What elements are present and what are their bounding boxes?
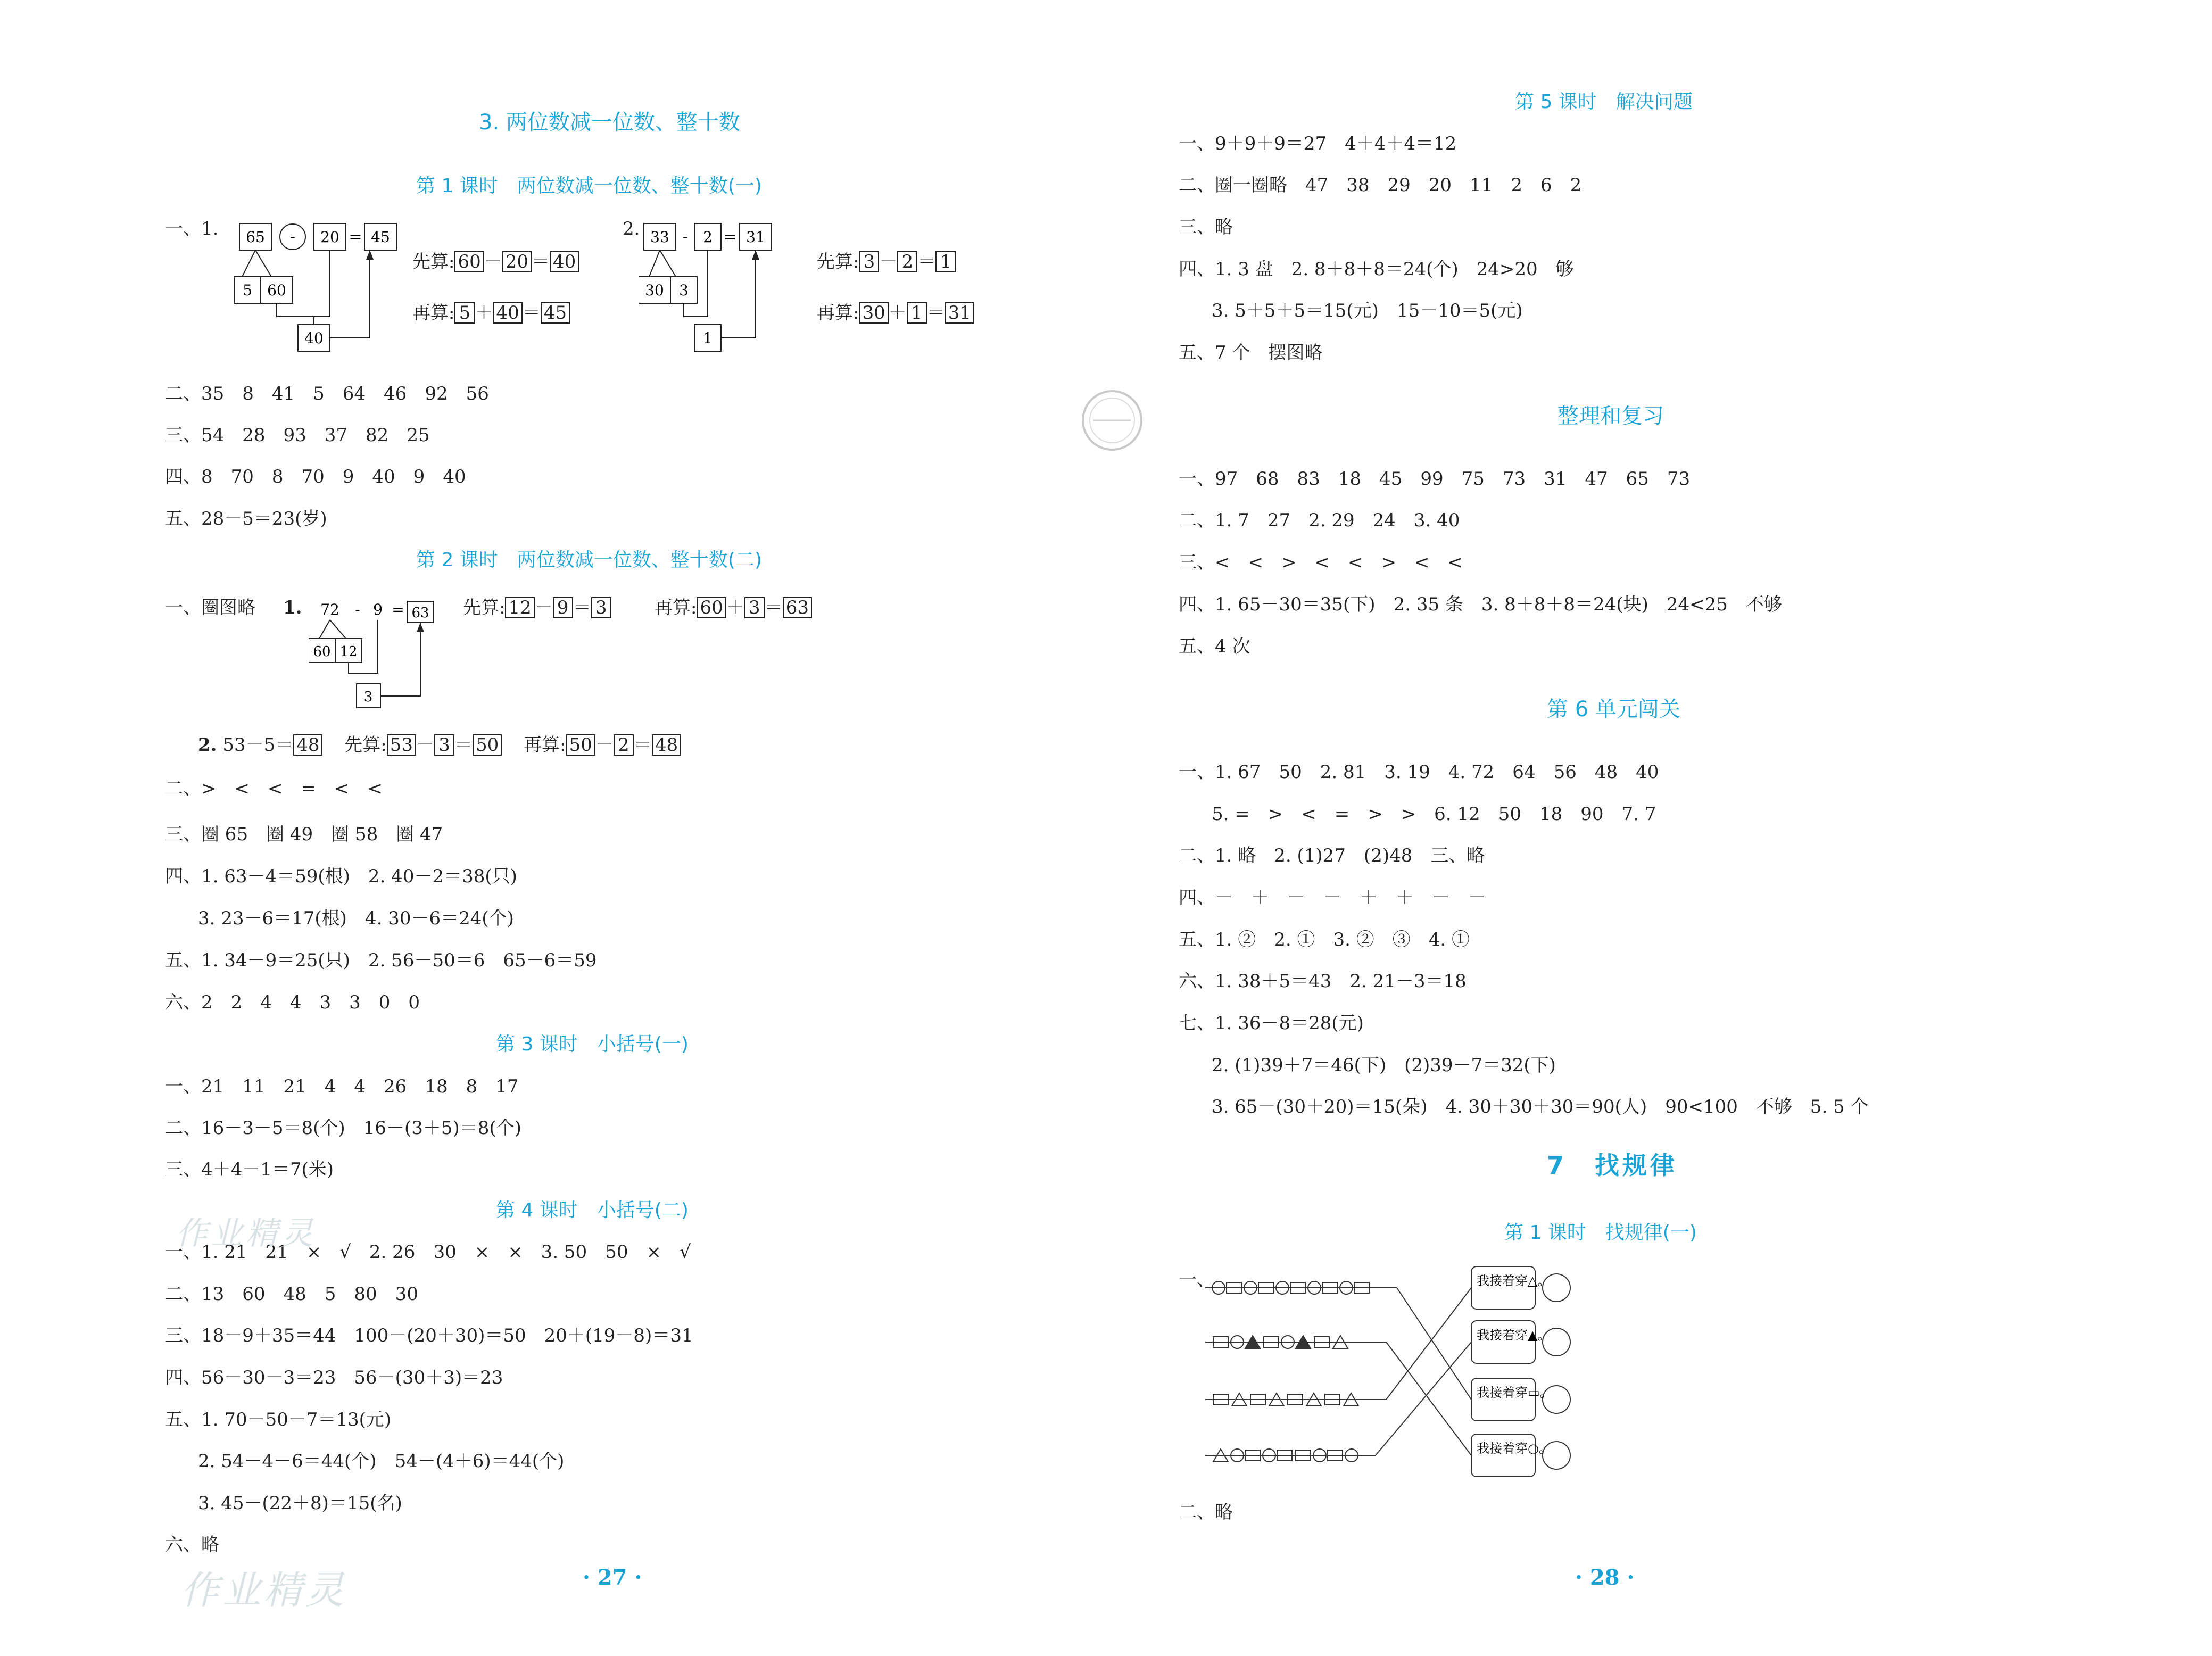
u6-answer-7a: 七、1. 36－8＝28(元)	[1179, 1013, 1364, 1034]
u6-answer-7b: 2. (1)39＋7＝46(下) (2)39－7＝32(下)	[1212, 1055, 1556, 1076]
bubble-4: 我接着穿○。	[1477, 1441, 1552, 1456]
svg-text:2: 2	[703, 228, 713, 246]
d1-s3: 40	[304, 329, 324, 347]
l4-answer-3: 三、18－9＋35＝44 100－(20＋30)＝50 20＋(19－8)＝31	[165, 1325, 693, 1346]
u6-answer-1b: 5. = > < = > > 6. 12 50 18 90 7. 7	[1212, 804, 1656, 825]
u6-answer-7c: 3. 65－(30＋20)＝15(朵) 4. 30＋30＋30＝90(人) 90<100 不够 5. 5 个	[1212, 1096, 1869, 1117]
svg-text:30: 30	[645, 281, 664, 299]
unit-6-title: 第 6 单元闯关	[1547, 697, 1680, 722]
l2-answer-4a: 四、1. 63－4＝59(根) 2. 40－2＝38(只)	[165, 866, 517, 887]
l1-q1-first-step: 先算: 60 － 20 ＝ 40	[412, 251, 579, 272]
l5-answer-2: 二、圈一圈略 47 38 29 20 11 2 6 2	[1179, 175, 1582, 196]
page-number: · 27 ·	[583, 1565, 642, 1590]
l2-answer-4b: 3. 23－6＝17(根) 4. 30－6＝24(个)	[198, 908, 514, 929]
right-page	[1179, 0, 2190, 1656]
d1-s2: 60	[267, 281, 286, 299]
rv-answer-2: 二、1. 7 27 2. 29 24 3. 40	[1179, 510, 1460, 531]
rv-answer-4: 四、1. 65－30＝35(下) 2. 35 条 3. 8＋8＋8＝24(块) 24<25 不够	[1179, 594, 1782, 615]
l4-answer-5c: 3. 45－(22＋8)＝15(名)	[198, 1493, 402, 1514]
ch7-answer-2: 二、略	[1179, 1502, 1233, 1523]
u6-answer-5: 五、1. ② 2. ① 3. ② ③ 4. ①	[1179, 929, 1470, 950]
l4-answer-5a: 五、1. 70－50－7＝13(元)	[165, 1409, 392, 1430]
watermark: 作业精灵	[176, 1215, 316, 1252]
l1-answer-4: 四、8 70 8 70 9 40 9 40	[165, 466, 466, 487]
lesson-5-title: 第 5 课时 解决问题	[1515, 91, 1693, 113]
svg-text:-: -	[682, 228, 689, 246]
l3-answer-2: 二、16－3－5＝8(个) 16－(3＋5)＝8(个)	[165, 1117, 521, 1139]
svg-text:=: =	[723, 228, 737, 246]
l2-q1-decompose-diagram	[309, 596, 452, 718]
d1-s1: 5	[243, 281, 252, 299]
u6-answer-1a: 一、1. 67 50 2. 81 3. 19 4. 72 64 56 48 40	[1179, 761, 1659, 783]
d1-r: 45	[371, 228, 390, 246]
l2-q2: 2. 53－5＝ 48 先算: 53 － 3 ＝ 50 再算: 50 － 2 ＝ 48	[198, 734, 681, 756]
l1-q2-first-step: 先算: 3 － 2 ＝ 1	[817, 251, 956, 272]
l5-answer-4a: 四、1. 3 盘 2. 8＋8＋8＝24(个) 24>20 够	[1179, 259, 1574, 280]
svg-text:1: 1	[703, 329, 713, 347]
left-page	[165, 0, 1176, 1656]
lesson-3-title: 第 3 课时 小括号(一)	[496, 1033, 689, 1055]
bubble-1: 我接着穿△。	[1477, 1273, 1551, 1288]
svg-text:3: 3	[679, 281, 689, 299]
svg-text:-: -	[355, 601, 360, 618]
svg-text:31: 31	[746, 228, 765, 246]
l5-answer-1: 一、9＋9＋9＝27 4＋4＋4＝12	[1179, 133, 1457, 154]
l1-q1-decompose-diagram	[234, 218, 410, 362]
d1-b: 20	[320, 228, 339, 246]
section-title: 3. 两位数减一位数、整十数	[479, 110, 740, 135]
ch7-answer-1-label: 一、	[1179, 1269, 1215, 1290]
l4-answer-4: 四、56－30－3＝23 56－(30＋3)＝23	[165, 1367, 503, 1388]
l2-q1-label: 一、圈图略	[165, 597, 255, 618]
l2-answer-6: 六、2 2 4 4 3 3 0 0	[165, 992, 420, 1013]
l2-q1-first-step: 先算: 12 － 9 ＝ 3	[463, 597, 611, 618]
svg-text:3: 3	[363, 689, 373, 705]
l4-answer-1: 一、1. 21 21 × √ 2. 26 30 × × 3. 50 50 × √	[165, 1241, 691, 1263]
l4-answer-2: 二、13 60 48 5 80 30	[165, 1284, 418, 1305]
svg-text:=: =	[349, 228, 362, 246]
u6-answer-2: 二、1. 略 2. (1)27 (2)48 三、略	[1179, 845, 1485, 866]
svg-text:33: 33	[650, 228, 669, 246]
l1-q2-then-step: 再算: 30 ＋ 1 ＝ 31	[817, 302, 974, 324]
l4-answer-6: 六、略	[165, 1534, 219, 1555]
d1-op: -	[289, 228, 296, 246]
l1-answer-3: 三、54 28 93 37 82 25	[165, 425, 430, 446]
lesson-2-title: 第 2 课时 两位数减一位数、整十数(二)	[416, 549, 762, 571]
l5-answer-3: 三、略	[1179, 217, 1233, 238]
bubble-3: 我接着穿▭。	[1477, 1385, 1553, 1400]
bubble-2: 我接着穿▲。	[1477, 1328, 1551, 1343]
rv-answer-5: 五、4 次	[1179, 636, 1250, 657]
page-number: · 28 ·	[1575, 1565, 1635, 1590]
rv-answer-3: 三、< < > < < > < <	[1179, 552, 1463, 573]
svg-text:9: 9	[373, 601, 383, 618]
l1-q2-decompose-diagram	[639, 218, 798, 362]
l3-answer-1: 一、21 11 21 4 4 26 18 8 17	[165, 1076, 519, 1097]
svg-text:72: 72	[320, 601, 339, 618]
l1-q1-then-step: 再算: 5 ＋ 40 ＝ 45	[412, 302, 570, 324]
pattern-matching-diagram	[1205, 1256, 1684, 1490]
stamp-seal	[1075, 383, 1149, 458]
l2-answer-5: 五、1. 34－9＝25(只) 2. 56－50＝6 65－6＝59	[165, 950, 597, 971]
watermark: 作业精灵	[181, 1568, 347, 1612]
l1-q2-label: 2.	[623, 218, 640, 239]
ch7-lesson-1-title: 第 1 课时 找规律(一)	[1504, 1222, 1697, 1244]
chapter-7-title: 7 找规律	[1547, 1151, 1678, 1180]
l2-q1-then-step: 再算: 60 ＋ 3 ＝ 63	[655, 597, 812, 618]
l4-answer-5b: 2. 54－4－6＝44(个) 54－(4＋6)＝44(个)	[198, 1451, 565, 1472]
u6-answer-6: 六、1. 38＋5＝43 2. 21－3＝18	[1179, 971, 1467, 992]
lesson-4-title: 第 4 课时 小括号(二)	[496, 1199, 689, 1221]
svg-text:63: 63	[411, 605, 429, 621]
l5-answer-4b: 3. 5＋5＋5＝15(元) 15－10＝5(元)	[1212, 300, 1523, 321]
l1-answer-2: 二、35 8 41 5 64 46 92 56	[165, 383, 489, 404]
l2-answer-3: 三、圈 65 圈 49 圈 58 圈 47	[165, 824, 443, 845]
l2-q1-num: 1.	[283, 597, 302, 618]
svg-text:=: =	[392, 601, 404, 618]
svg-text:60: 60	[313, 644, 331, 660]
u6-answer-4: 四、－ ＋ － － ＋ ＋ － －	[1179, 887, 1486, 908]
l2-answer-2: 二、> < < = < <	[165, 778, 383, 799]
lesson-1-title: 第 1 课时 两位数减一位数、整十数(一)	[416, 175, 762, 197]
l3-answer-3: 三、4＋4－1＝7(米)	[165, 1159, 334, 1180]
d1-a: 65	[246, 228, 265, 246]
review-title: 整理和复习	[1557, 404, 1664, 428]
l5-answer-5: 五、7 个 摆图略	[1179, 342, 1323, 363]
svg-text:12: 12	[339, 644, 358, 660]
rv-answer-1: 一、97 68 83 18 45 99 75 73 31 47 65 73	[1179, 468, 1691, 490]
l1-q1-label: 一、1.	[165, 218, 219, 239]
l1-answer-5: 五、28－5＝23(岁)	[165, 508, 327, 529]
